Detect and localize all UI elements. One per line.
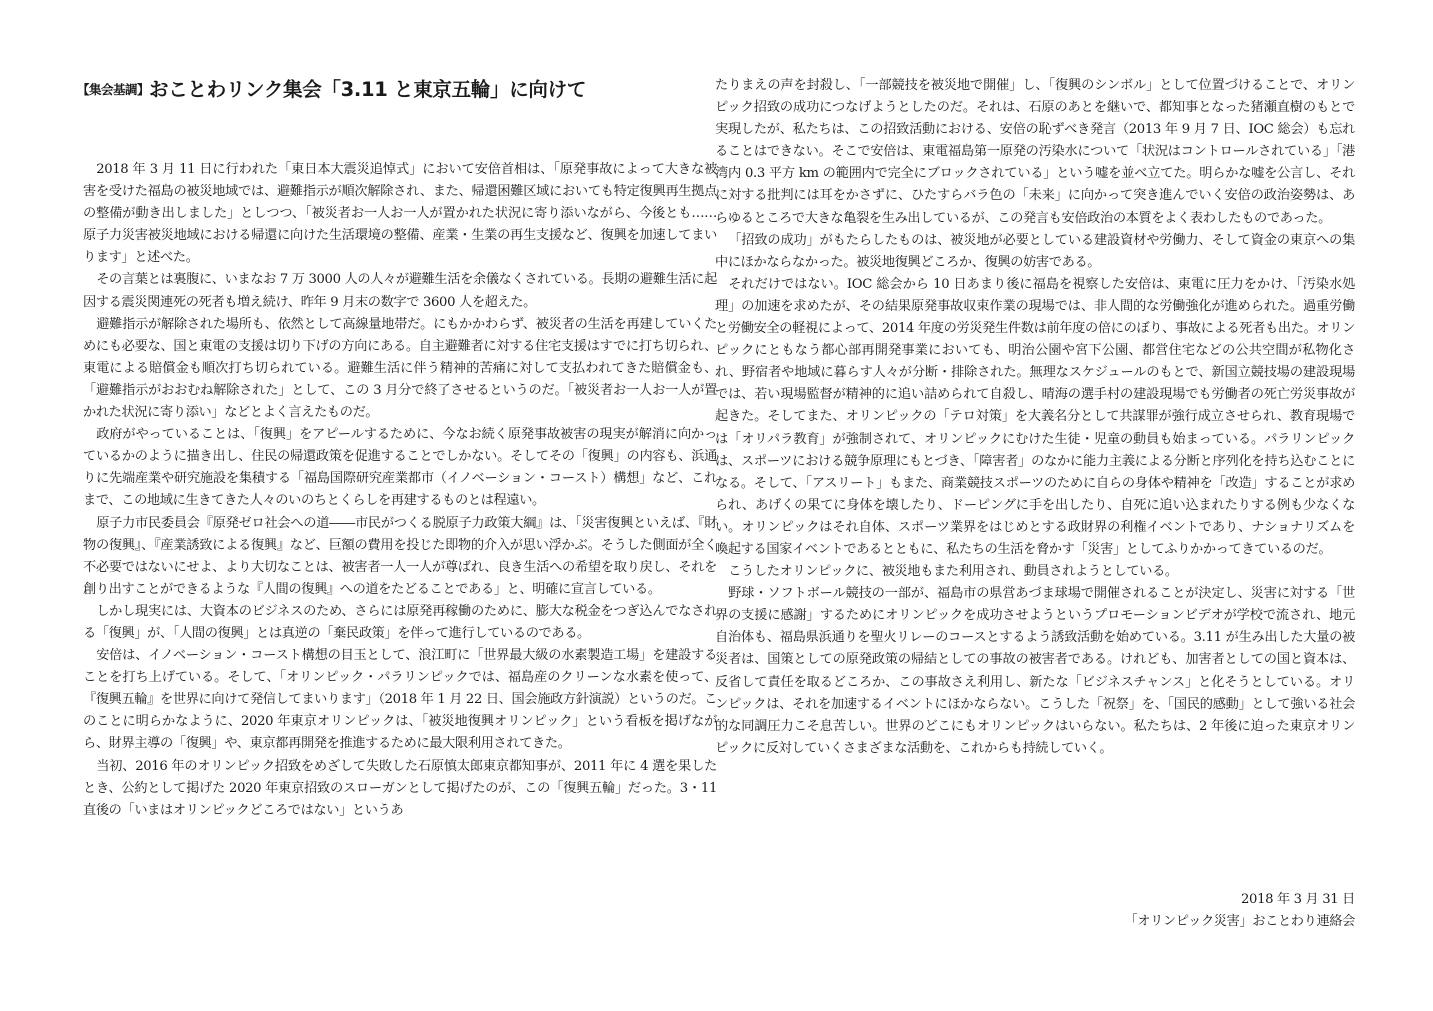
signature-date: 2018 年 3 月 31 日 bbox=[1240, 892, 1355, 907]
paragraph: 当初、2016 年のオリンピック招致をめざして失敗した石原慎太郎東京都知事が、2011 年に 4 選を果したとき、公約として掲げた 2020 年東京招致のスローガンとして掲げたのが、この「復興五輪」だった。3・11 直後の「いまはオリンピックどころではない」というあ bbox=[83, 758, 717, 818]
paragraph: 原子力市民委員会『原発ゼロ社会への道――市民がつくる脱原子力政策大綱』は、「災害復興といえば、『財物の復興』、『産業誘致による復興』など、巨額の費用を投じた即物的介入が思い浮かぶ。そうした側面が全く不必要ではないにせよ、より大切なことは、被害者一人一人が尊ばれ、良き生活への希望を取り戻し、それを創り出すことができるような『人間の復興』への道をたどることである」と、明確に宣言している。 bbox=[83, 515, 717, 597]
right-body-text bbox=[715, 75, 1355, 760]
paragraph: 避難指示が解除された場所も、依然として高線量地帯だ。にもかかわらず、被災者の生活を再建していくためにも必要な、国と東電の支援は切り下げの方向にある。自主避難者に対する住宅支援はすでに打ち切られ、東電による賠償金も順次打ち切られている。避難生活に伴う精神的苦痛に対して支払われてきた賠償金も、「避難指示がおおむね解除された」として、この 3 月分で終了させるというのだ。「被災者お一人お一人が置かれた状況に寄り添い」などとよく言えたものだ。 bbox=[83, 316, 717, 421]
right-page bbox=[715, 0, 1355, 1011]
paragraph: 政府がやっていることは、「復興」をアピールするために、今なお続く原発事故被害の現実が解消に向かっているかのように描き出し、住民の帰還政策を促進することでしかない。そしてその「復興」の内容も、浜通りに先端産業や研究施設を集積する「福島国際研究産業都市（イノベーション・コースト）構想」など、これまで、この地域に生きてきた人々のいのちとくらしを再建するものとは程遠い。 bbox=[83, 427, 717, 509]
paragraph: しかし現実には、大資本のビジネスのため、さらには原発再稼働のために、膨大な税金をつぎ込んでなされる「復興」が、「人間の復興」とは真逆の「棄民政策」を伴って進行しているのである。 bbox=[83, 603, 717, 641]
title-block bbox=[77, 74, 717, 102]
paragraph: 野球・ソフトボール競技の一部が、福島市の県営あづま球場で開催されることが決定し、災害に対する「世界の支援に感謝」するためにオリンピックを成功させようというプロモーションビデオが学校で流され、地元自治体も、福島県浜通りを聖火リレーのコースとするよう誘致活動を始めている。3.11 が生み出した大量の被災者は、国策としての原発政策の帰結としての事故の被害者である。けれども、加害者としての国と資本は、反省して責任を取るどころか、この事故さえ利用し、新たな「ビジネスチャンス」と化そうとしている。オリンピックは、それを加速するイベントにほかならない。こうした「祝祭」を、「国民的感動」として強いる社会的な同調圧力こそ息苦しい。世界のどこにもオリンピックはいらない。私たちは、2 年後に迫った東京オリンピックに反対していくさまざまな活動を、これからも持続していく。 bbox=[715, 586, 1355, 756]
page-title: おことわリンク集会「3.11 と東京五輪」に向けて bbox=[149, 78, 587, 101]
paragraph: それだけではない。IOC 総会から 10 日あまり後に福島を視察した安倍は、東電に圧力をかけ、「汚染水処理」の加速を求めたが、その結果原発事故収束作業の現場では、非人間的な労働強化が進められた。過重労働と労働安全の軽視によって、2014 年度の労災発生件数は前年度の倍にのぼり、事故による死者も出た。オリンピックにともなう都心部再開発事業においても、明治公園や宮下公園、都営住宅などの公共空間が私物化され、野宿者や地域に暮らす人々が分断・排除された。無理なスケジュールのもとで、新国立競技場の建設現場では、若い現場監督が精神的に追い詰められて自殺し、晴海の選手村の建設現場でも労働者の死亡労災事故が起きた。そしてまた、オリンピックの「テロ対策」を大義名分として共謀罪が強行成立させられ、教育現場では「オリパラ教育」が強制されて、オリンピックにむけた生徒・児童の動員も始まっている。パラリンピックは、スポーツにおける競争原理にもとづき、「障害者」のなかに能力主義による分断と序列化を持ち込むことになる。そして、「アスリート」もまた、商業競技スポーツのために自らの身体や精神を「改造」することが求められ、あげくの果てに身体を壊したり、ドーピングに手を出したり、自死に追い込まれたりする例も少なくない。オリンピックはそれ自体、スポーツ業界をはじめとする政財界の利権イベントであり、ナショナリズムを喚起する国家イベントであるとともに、私たちの生活を脅かす「災害」としてふりかかってきているのだ。 bbox=[715, 276, 1355, 557]
paragraph: 安倍は、イノベーション・コースト構想の目玉として、浪江町に「世界最大級の水素製造工場」を建設することを打ち上げている。そして、「オリンピック・パラリンピックでは、福島産のクリーンな水素を使って、『復興五輪』を世界に向けて発信してまいります」（2018 年 1 月 22 日、国会施政方針演説）というのだ。このことに明らかなように、2020 年東京オリンピックは、「被災地復興オリンピック」という看板を掲げながら、財界主導の「復興」や、東京都再開発を推進するために最大限利用されてきた。 bbox=[83, 648, 717, 752]
paragraph: その言葉とは裏腹に、いまなお 7 万 3000 人の人々が避難生活を余儀なくされている。長期の避難生活に起因する震災関連死の死者も増え続け、昨年 9 月末の数字で 3600 人を超えた。 bbox=[83, 272, 717, 310]
left-page bbox=[77, 0, 717, 1011]
paragraph: 2018 年 3 月 11 日に行われた「東日本大震災追悼式」において安倍首相は、「原発事故によって大きな被害を受けた福島の被災地域では、避難指示が順次解除され、また、帰還困難区域においても特定復興再生拠点の整備が動き出しました」としつつ、「被災者お一人お一人が置かれた状況に寄り添いながら、今後とも……原子力災害被災地域における帰還に向けた生活環境の整備、産業・生業の再生支援など、復興を加速してまいります」と述べた。 bbox=[83, 162, 717, 266]
paragraph: 「招致の成功」がもたらしたものは、被災地が必要としている建設資材や労働力、そして資金の東京への集中にほかならなかった。被災地復興どころか、復興の妨害である。 bbox=[715, 232, 1355, 270]
left-body-text bbox=[83, 159, 717, 822]
section-tag: 【集会基調】 bbox=[77, 82, 150, 97]
paragraph-continuation: たりまえの声を封殺し、「一部競技を被災地で開催」し、「復興のシンボル」として位置づけることで、オリンピック招致の成功につなげようとしたのだ。それは、石原のあとを継いで、都知事となった猪瀬直樹のもとで実現したが、私たちは、この招致活動における、安倍の恥ずべき発言（2013 年 9 月 7 日、IOC 総会）も忘れることはできない。そこで安倍は、東電福島第一原発の汚染水について「状況はコントロールされている」「港湾内 0.3 平方 km の範囲内で完全にブロックされている」という嘘を並べ立てた。明らかな嘘を公言し、それに対する批判には耳をかさずに、ひたすらバラ色の「未来」に向かって突き進んでいく安倍の政治姿勢は、あらゆるところで大きな亀裂を生み出しているが、この発言も安倍政治の本質をよく表わしたものであった。 bbox=[715, 78, 1355, 226]
signature-organization: 「オリンピック災害」おことわり連絡会 bbox=[1124, 914, 1355, 929]
paragraph: こうしたオリンピックに、被災地もまた利用され、動員されようとしている。 bbox=[728, 564, 1178, 580]
